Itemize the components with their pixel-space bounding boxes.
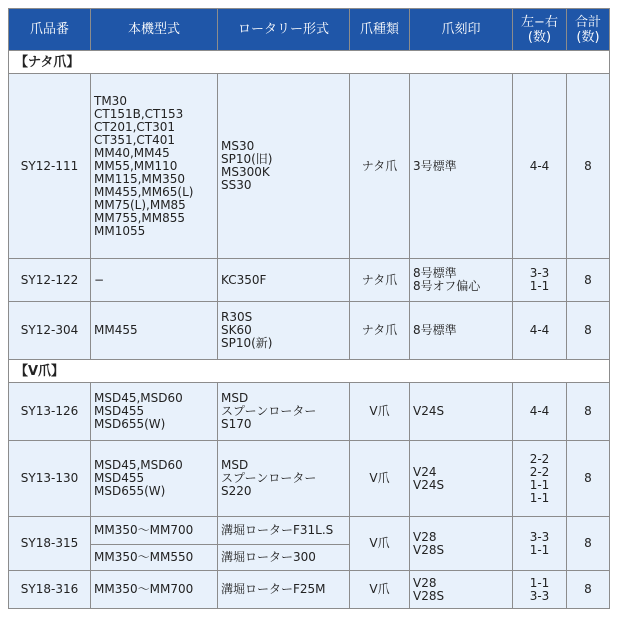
rotary-item: MSD (221, 391, 249, 405)
blade-type: ナタ爪 (350, 302, 410, 360)
rotary-item: S220 (221, 484, 252, 498)
total-count: 8 (567, 383, 610, 441)
rotary-item: SS30 (221, 178, 252, 192)
rotary-item: 溝堀ローターF25M (221, 582, 326, 596)
model-list (91, 302, 218, 360)
total-count: 8 (567, 302, 610, 360)
part-number: SY12-122 (9, 259, 91, 302)
table-row (9, 571, 610, 609)
blade-mark-list (410, 517, 513, 571)
section-row-v (9, 360, 610, 383)
model-list (91, 74, 218, 259)
blade-mark-list (410, 383, 513, 441)
section-title-nata: 【ナタ爪】 (9, 51, 610, 74)
rotary-list (218, 383, 350, 441)
model-item: CT151B,CT153 (94, 106, 184, 121)
rotary-list (218, 74, 350, 259)
table-row (9, 259, 610, 302)
blade-mark: V24 (413, 464, 437, 479)
table-row (9, 74, 610, 259)
left-right-count: 2-2 (529, 451, 550, 466)
blade-mark: 8号標準 (413, 266, 457, 280)
model-list (91, 259, 218, 302)
blade-mark: V24S (413, 404, 445, 418)
blade-type: ナタ爪 (350, 74, 410, 259)
blade-mark-list (410, 74, 513, 259)
blade-mark-list (410, 259, 513, 302)
model-item: MM350〜MM700 (94, 582, 194, 596)
header-row (9, 9, 610, 51)
model-item: MM755,MM855 (94, 210, 186, 225)
model-item: MM350〜MM700 (91, 517, 218, 545)
left-right-list (513, 259, 567, 302)
model-item: MSD655(W) (94, 417, 166, 431)
blade-type: V爪 (350, 517, 410, 571)
model-item: MSD455 (94, 471, 145, 485)
blade-mark-list (410, 571, 513, 609)
rotary-item: SK60 (221, 323, 252, 337)
left-right-list (513, 302, 567, 360)
part-number: SY13-126 (9, 383, 91, 441)
blade-mark: 8号オフ偏心 (413, 279, 481, 293)
left-right-list (513, 383, 567, 441)
header-part-number: 爪品番 (9, 9, 91, 51)
rotary-item: R30S (221, 310, 253, 324)
header-model: 本機型式 (91, 9, 218, 51)
blade-type: V爪 (350, 571, 410, 609)
table-row (9, 441, 610, 517)
section-title-v: 【V爪】 (9, 360, 610, 383)
left-right-count: 4-4 (529, 323, 550, 337)
model-item: CT351,CT401 (94, 132, 176, 147)
model-item: MSD655(W) (94, 484, 166, 498)
model-item: MM115,MM350 (94, 171, 186, 186)
left-right-count: 3-3 (529, 588, 550, 603)
model-item: MM55,MM110 (94, 158, 178, 173)
rotary-item: SP10(旧) (221, 152, 273, 166)
left-right-count: 1-1 (529, 279, 550, 293)
part-number: SY12-304 (9, 302, 91, 360)
table-row (9, 302, 610, 360)
blade-type: V爪 (350, 383, 410, 441)
blade-mark: 3号標準 (413, 158, 457, 173)
model-item: CT201,CT301 (94, 119, 176, 134)
left-right-count: 4-4 (529, 404, 550, 418)
model-item: MM455,MM65(L) (94, 184, 194, 199)
total-count: 8 (567, 571, 610, 609)
header-blade-type: 爪種類 (350, 9, 410, 51)
rotary-list (218, 302, 350, 360)
header-blade-mark: 爪刻印 (410, 9, 513, 51)
blade-mark: V28S (413, 542, 445, 557)
rotary-list (218, 259, 350, 302)
part-number: SY12-111 (9, 74, 91, 259)
left-right-list (513, 517, 567, 571)
blade-mark: V28 (413, 575, 437, 590)
left-right-count: 1-1 (529, 477, 550, 492)
model-item: MM1055 (94, 223, 146, 238)
left-right-list (513, 571, 567, 609)
model-list (91, 441, 218, 517)
total-count: 8 (567, 259, 610, 302)
rotary-list (218, 571, 350, 609)
left-right-list (513, 74, 567, 259)
part-number: SY13-130 (9, 441, 91, 517)
rotary-item: MSD (221, 458, 249, 472)
section-row-nata (9, 51, 610, 74)
rotary-item: SP10(新) (221, 336, 273, 350)
blade-mark: V28 (413, 529, 437, 544)
rotary-item: 溝堀ローターF31L.S (218, 517, 350, 545)
model-list (91, 571, 218, 609)
left-right-count: 3-3 (529, 529, 550, 544)
blade-type: ナタ爪 (350, 259, 410, 302)
table-row (9, 517, 610, 545)
model-item: MSD455 (94, 404, 145, 418)
rotary-item: スプーンローター (221, 471, 317, 485)
blade-mark: V24S (413, 477, 445, 492)
header-left-right: 左−右 (数) (513, 9, 567, 51)
rotary-item: スプーンローター (221, 404, 317, 418)
left-right-count: 2-2 (529, 464, 550, 479)
header-rotary-type: ロータリー形式 (218, 9, 350, 51)
model-item: − (94, 272, 105, 287)
model-item: MM75(L),MM85 (94, 197, 186, 212)
rotary-item: MS30 (221, 139, 255, 153)
left-right-count: 1-1 (529, 542, 550, 557)
blade-mark-list (410, 302, 513, 360)
total-count: 8 (567, 517, 610, 571)
left-right-count: 1-1 (529, 490, 550, 505)
left-right-list (513, 441, 567, 517)
rotary-item: KC350F (221, 272, 267, 287)
total-count: 8 (567, 74, 610, 259)
blade-type: V爪 (350, 441, 410, 517)
left-right-count: 1-1 (529, 575, 550, 590)
model-list (91, 383, 218, 441)
blade-mark: V28S (413, 588, 445, 603)
model-item: MSD45,MSD60 (94, 391, 183, 405)
part-number: SY18-316 (9, 571, 91, 609)
header-total: 合計 (数) (567, 9, 610, 51)
parts-table (8, 8, 610, 609)
model-item: MSD45,MSD60 (94, 458, 183, 472)
table-row (9, 383, 610, 441)
blade-mark-list (410, 441, 513, 517)
model-item: MM455 (94, 323, 138, 337)
left-right-count: 4-4 (529, 158, 550, 173)
rotary-item: S170 (221, 417, 252, 431)
model-item: MM350〜MM550 (91, 545, 218, 571)
rotary-item: 溝堀ローター300 (218, 545, 350, 571)
blade-mark: 8号標準 (413, 323, 457, 337)
model-item: TM30 (94, 93, 127, 108)
rotary-item: MS300K (221, 165, 270, 179)
model-item: MM40,MM45 (94, 145, 170, 160)
total-count: 8 (567, 441, 610, 517)
rotary-list (218, 441, 350, 517)
left-right-count: 3-3 (529, 266, 550, 280)
part-number: SY18-315 (9, 517, 91, 571)
